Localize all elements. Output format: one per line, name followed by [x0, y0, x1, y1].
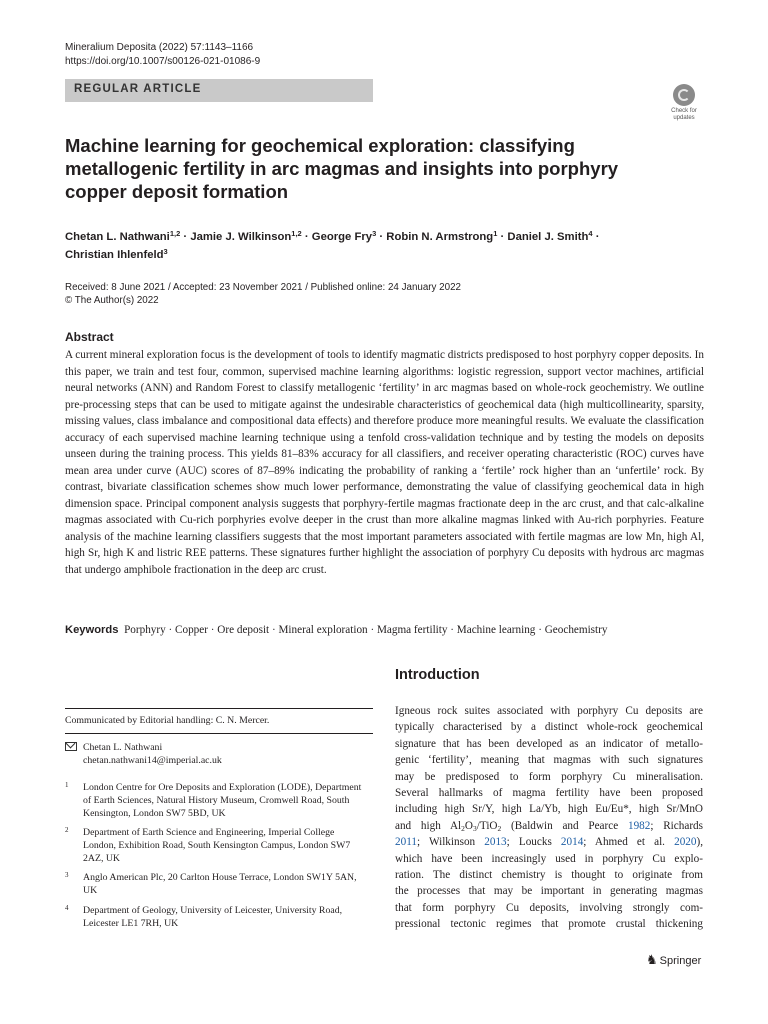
keywords-label: Keywords: [65, 624, 119, 636]
intro-line: [395, 818, 703, 834]
keywords-list: Porphyry · Copper · Ore deposit · Mineral exploration · Magma fertility · Machine learning · Geochemistry: [124, 624, 608, 636]
text-run: ),: [696, 836, 703, 849]
affiliation-number: 4: [65, 904, 69, 912]
author-separator: ·: [301, 231, 312, 243]
affiliation-number: 1: [65, 781, 69, 789]
affiliation-number: 3: [65, 871, 69, 879]
corresponding-author-email[interactable]: chetan.nathwani14@imperial.ac.uk: [83, 755, 222, 766]
affiliation-text: Department of Earth Science and Engineering, Imperial College London, Exhibition Road, South Kensington Campus, London SW7 2AZ, UK: [83, 827, 351, 864]
abstract-body: A current mineral exploration focus is the development of tools to identify magmatic districts predisposed to host porphyry copper deposits. In this paper, we train and test four, common, supervised machine learning algorithms: logistic regression, support vector machines, artificial neural networks (ANN) and Random Forest to classify metallogenic ‘fertility’ in arc magmas based on whole-rock geochemistry. We outline pre-processing steps that can be used to mitigate against the undesirable characteristics of geochemical data (high multicollinearity, sparsity, missing values, class imbalance and compositional data effects) and therefore produce more meaningful results. We evaluate the classification accuracy of each supervised machine learning technique using a tenfold cross-validation technique and by testing the models on deposits unseen during the training process. This yields 81–83% accuracy for all classifiers, and receiver operating characteristic (ROC) curves have mean area under curve (AUC) scores of 87–89% indicating the probability of ranking a ‘fertile’ rock higher than an ‘unfertile’ rock. By contrast, bivariate classification schemes show much lower performance, demonstrating the value of classifying geochemical data in high dimension space. Principal component analysis suggests that porphyry-fertile magmas fractionate deep in the arc crust, and that calc-alkaline magmas associated with Cu-rich porphyries evolve deeper in the crust than more alkaline magmas linked with Au-rich porphyries. Feature analysis of the machine learning classifiers suggests that the most important parameters associated with fertile magmas are low Mn, high Al, high Sr, high K and listric REE patterns. These signatures further highlight the association of porphyry Cu deposits with hydrous arc magmas that undergo amphibole fractionation in the deep arc crust.: [65, 349, 704, 576]
author-affiliation-ref: 1,2: [291, 229, 302, 238]
introduction-heading: Introduction: [395, 667, 480, 683]
editorial-handling-note: Communicated by Editorial handling: C. N. Mercer.: [65, 715, 270, 726]
author-affiliation-ref: 3: [372, 229, 377, 238]
publisher-name: Springer: [659, 955, 702, 967]
paper-title: Machine learning for geochemical exploration: classifying metallogenic fertility in arc magmas and insights into porphyry copper deposit formation: [65, 135, 619, 202]
citation-link[interactable]: 2020: [674, 836, 697, 849]
author-affiliation-ref: 4: [588, 229, 593, 238]
publication-dates: [65, 281, 461, 294]
intro-line: may be predisposed to form porphyry Cu mineralisation.: [395, 770, 703, 783]
copyright-notice: © The Author(s) 2022: [65, 295, 159, 306]
article-type-label: REGULAR ARTICLE: [74, 83, 202, 95]
citation-link[interactable]: 1982: [627, 819, 651, 832]
intro-line: ration. The distinct chemistry is thought to originate from: [395, 868, 703, 881]
author-affiliation-ref: 3: [163, 247, 168, 256]
affiliation-text: Department of Geology, University of Leicester, University Road, Leicester LE1 7RH, UK: [83, 905, 343, 929]
check-for-updates-button[interactable]: [664, 84, 704, 124]
text-run: and high Al: [395, 819, 462, 832]
citation-link[interactable]: 2014: [560, 836, 584, 849]
author-list: [65, 226, 599, 245]
subscript: 3: [473, 823, 477, 833]
intro-line: that form porphyry Cu deposits, involving strongly com-: [395, 901, 703, 914]
footnote-divider: [65, 708, 373, 709]
affiliation-number: 2: [65, 826, 69, 834]
check-updates-icon: [673, 84, 695, 106]
citation-link[interactable]: 2011: [395, 836, 417, 849]
affiliation-text: London Centre for Ore Deposits and Exploration (LODE), Department of Earth Sciences, Natural History Museum, Cromwell Road, South Kensington, London SW7 5BD, UK: [83, 782, 362, 819]
text-run: ; Ahmed et al.: [583, 836, 675, 849]
author-separator: ·: [180, 231, 191, 243]
text-run: O: [464, 819, 474, 832]
intro-line: Igneous rock suites associated with porphyry Cu deposits are: [395, 705, 703, 717]
text-run: ; Richards: [650, 819, 703, 832]
publisher-footer: [646, 952, 701, 968]
article-type-banner: [65, 79, 373, 102]
corresponding-author-name: Chetan L. Nathwani: [83, 742, 163, 753]
intro-line: [395, 834, 703, 850]
text-run: (Baldwin and Pearce: [501, 819, 628, 832]
author-affiliation-ref: 1,2: [169, 229, 181, 238]
text-run: ; Loucks: [506, 836, 561, 849]
introduction-body: [395, 703, 703, 932]
intro-line: genic ‘fertility’, meaning that magmas with such signatures: [395, 754, 703, 767]
author-separator: ·: [376, 231, 387, 243]
author-name[interactable]: Jamie J. Wilkinson: [190, 231, 292, 243]
author-affiliation-ref: 1: [493, 229, 498, 238]
text-run: ; Wilkinson: [416, 836, 485, 849]
check-updates-label: Check for updates: [671, 108, 697, 121]
author-name[interactable]: Robin N. Armstrong: [386, 231, 494, 243]
footnote-divider: [65, 733, 373, 734]
abstract-heading: Abstract: [65, 330, 114, 344]
received-accepted-dates: Received: 8 June 2021 / Accepted: 23 November 2021: [65, 282, 303, 293]
keywords: [65, 622, 705, 638]
author-name[interactable]: Daniel J. Smith: [507, 231, 589, 243]
subscript: 2: [497, 823, 502, 833]
intro-line: pressional tectonic regimes that promote crustal thickening: [395, 918, 703, 931]
intro-line: Several hallmarks of magma fertility have been proposed: [395, 786, 703, 799]
published-date: / Published online: 24 January 2022: [302, 282, 461, 293]
affiliation-text: Anglo American Plc, 20 Carlton House Terrace, London SW1Y 5AN, UK: [83, 872, 357, 896]
author-name[interactable]: George Fry: [311, 231, 373, 243]
journal-citation: Mineralium Deposita (2022) 57:1143–1166: [65, 42, 254, 53]
author-name[interactable]: Chetan L. Nathwani: [65, 231, 170, 243]
author-list-continued: [65, 244, 168, 263]
author-separator: ·: [592, 231, 600, 243]
intro-line: including high Sr/Y, high La/Yb, high Eu/Eu*, high Sr/MnO: [395, 803, 703, 816]
springer-logo-icon: ♞: [646, 952, 658, 967]
intro-line: the processes that may be important in generating magmas: [395, 885, 703, 898]
intro-line: typically characterised by a distinct whole-rock geochemical: [395, 721, 703, 734]
text-run: /TiO: [476, 819, 498, 832]
doi-link[interactable]: https://doi.org/10.1007/s00126-021-01086-9: [65, 56, 261, 67]
author-name[interactable]: Christian Ihlenfeld: [65, 249, 164, 261]
intro-line: which have been increasingly used in porphyry Cu explo-: [395, 852, 703, 865]
subscript: 2: [461, 823, 465, 833]
envelope-icon: [65, 742, 77, 751]
author-separator: ·: [497, 231, 508, 243]
intro-line: signature that has been developed as an indicator of metallo-: [395, 737, 703, 750]
citation-link[interactable]: 2013: [484, 836, 507, 849]
